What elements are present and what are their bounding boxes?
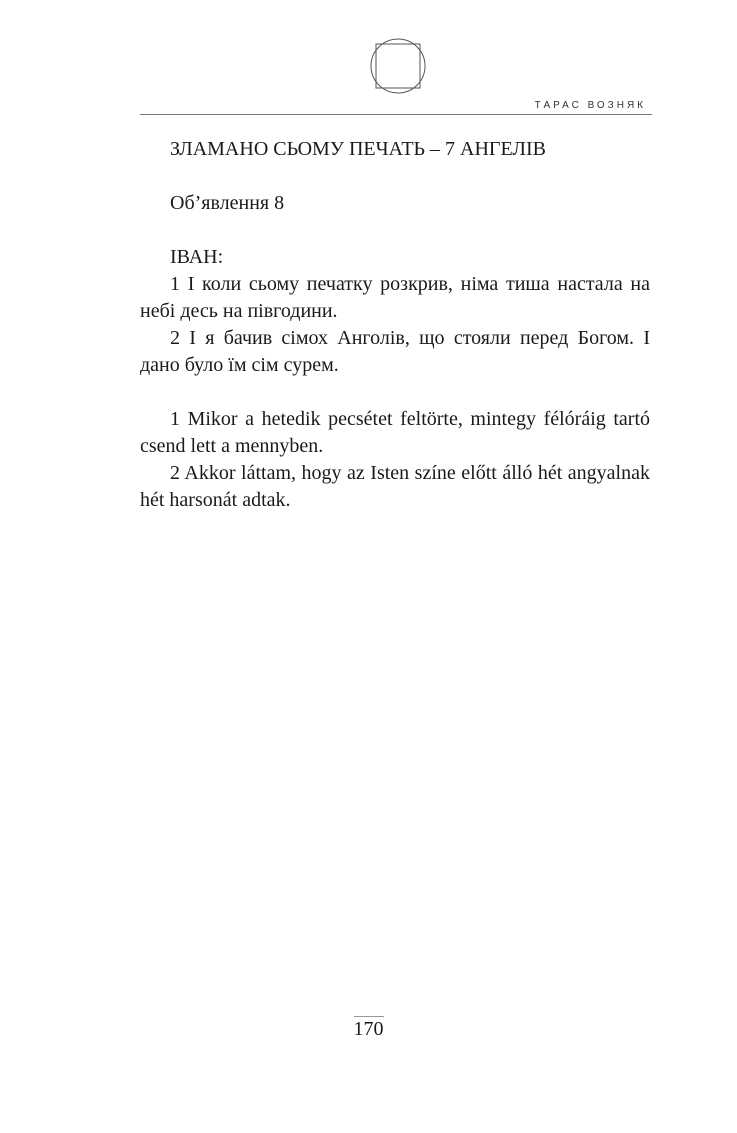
chapter-subtitle: Об’явлення 8 (170, 192, 285, 214)
verse-hu-2: 2 Akkor láttam, hogy az Isten színe előtt álló hét angyalnak hét harsonát adtak. (140, 462, 650, 511)
verse-uk-1: 1 І коли сьому печатку розкрив, німа тиша настала на небі десь на півгодини. (140, 273, 650, 322)
page-number (0, 1016, 737, 1043)
section-title: ЗЛАМАНО СЬОМУ ПЕЧАТЬ – 7 АНГЕЛІВ (170, 138, 546, 160)
page-content (140, 136, 650, 514)
speaker-label: ІВАН: (170, 246, 224, 268)
verse-uk-2: 2 І я бачив сімох Анголів, що стояли перед Богом. І дано було їм сім сурем. (140, 327, 650, 376)
verse-hu-1: 1 Mikor a hetedik pecsétet feltörte, mintegy félóráig tartó csend lett a mennyben. (140, 408, 650, 457)
header-rule (140, 114, 652, 115)
running-head: ТАРАС ВОЗНЯК (534, 100, 646, 111)
page-number-label: 170 (353, 1018, 384, 1040)
circle-square-emblem-icon (368, 36, 428, 96)
